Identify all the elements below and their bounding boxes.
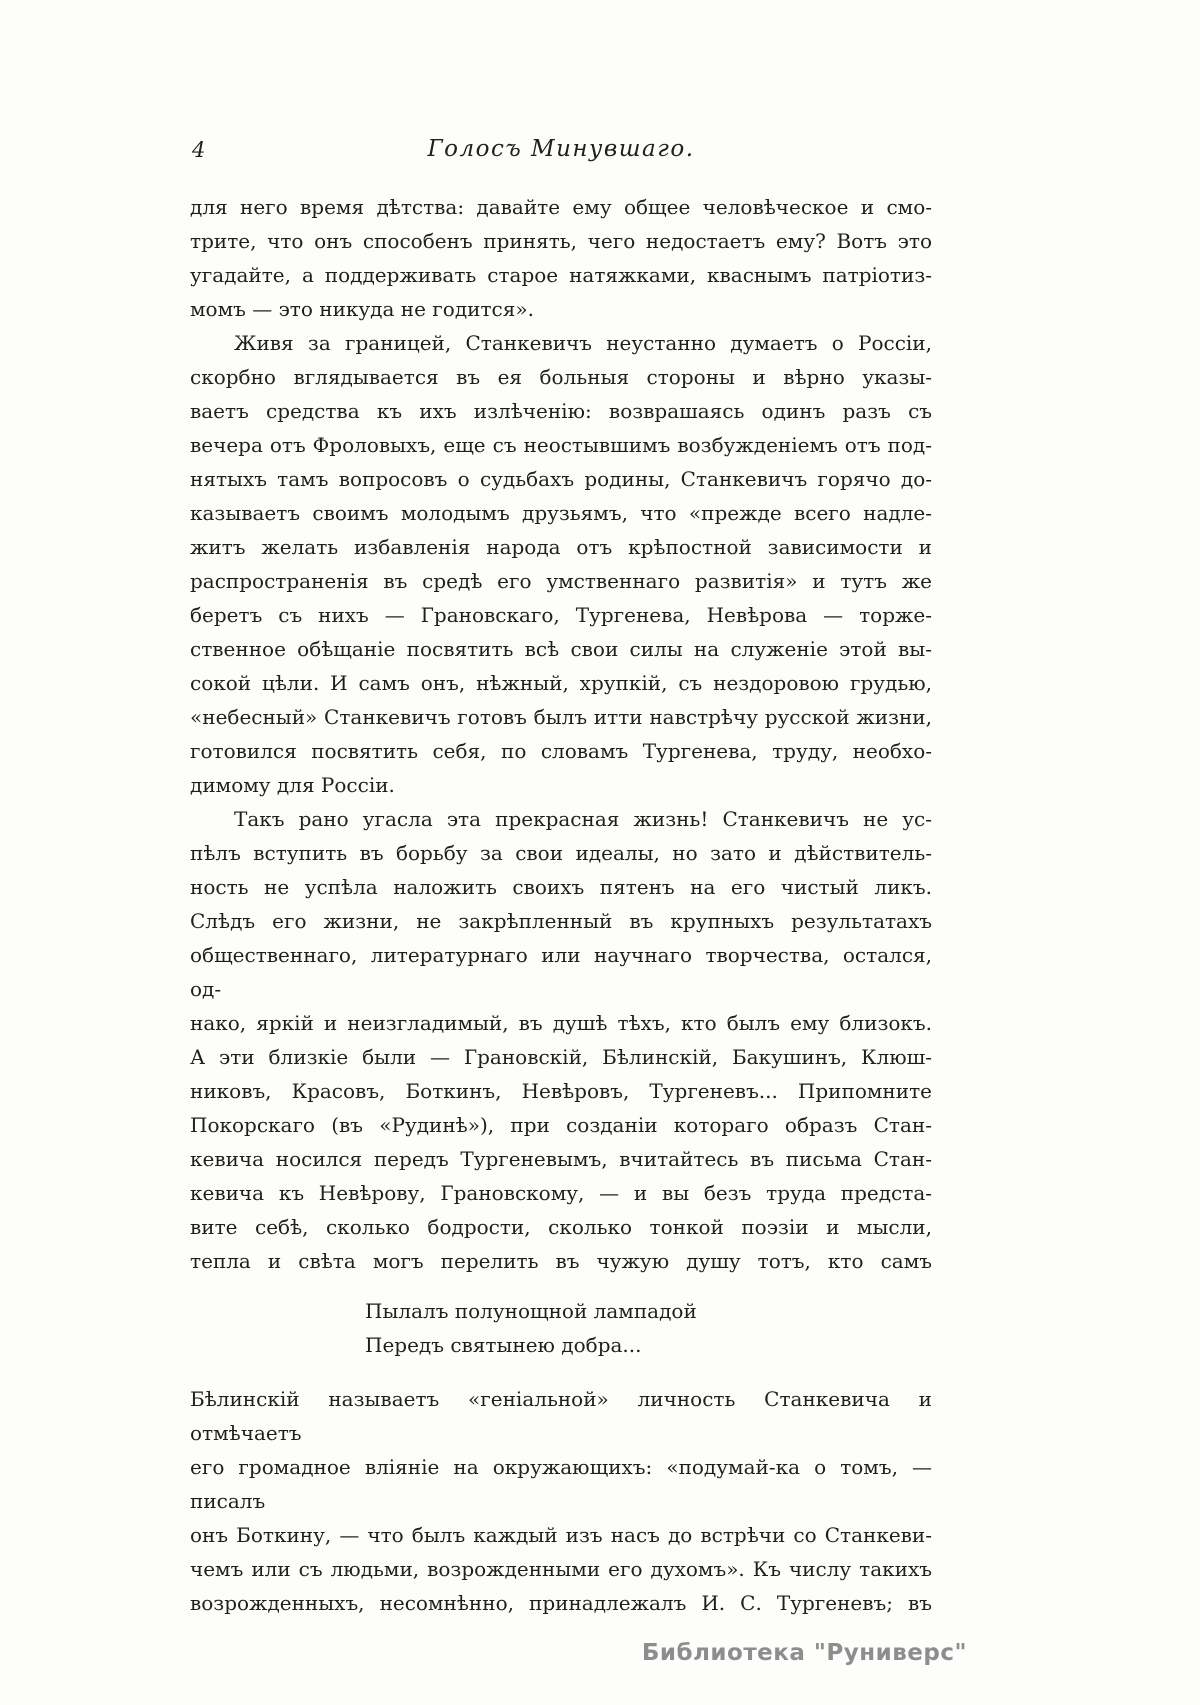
text-line: ваетъ средства къ ихъ излѣченію: возврашаясь одинъ разъ съ [190,399,932,423]
text-line: «небесный» Станкевичъ готовъ былъ итти навстрѣчу русской жизни, [190,705,932,729]
text-line: чемъ или съ людьми, возрожденными его духомъ». Къ числу такихъ [190,1557,932,1581]
text-line: ность не успѣла наложить своихъ пятенъ на его чистый ликъ. [190,875,932,899]
text-line: нятыхъ тамъ вопросовъ о судьбахъ родины, Станкевичъ горячо до- [190,467,932,491]
paragraph [190,326,932,802]
text-line: Живя за границей, Станкевичъ неустанно думаетъ о Россіи, [234,331,932,355]
text-line: никовъ, Красовъ, Боткинъ, Невѣровъ, Тургеневъ... Припомните [190,1079,932,1103]
text-line: для него время дѣтства: давайте ему общее человѣческое и смо- [190,195,932,219]
text-block [190,190,932,1620]
text-line: онъ Боткину, — что былъ каждый изъ насъ до встрѣчи со Станкеви- [190,1523,932,1547]
text-line: момъ — это никуда не годится». [190,297,534,321]
text-line: возрожденныхъ, несомнѣнно, принадлежалъ И. С. Тургеневъ; въ [190,1591,932,1615]
text-line: его громадное вліяніе на окружающихъ: «подумай-ка о томъ, — писалъ [190,1455,932,1513]
text-line: пѣлъ вступить въ борьбу за свои идеалы, но зато и дѣйствитель- [190,841,932,865]
text-line: готовился посвятить себя, по словамъ Тургенева, труду, необхо- [190,739,932,763]
text-line: Бѣлинскій называетъ «геніальной» личность Станкевича и отмѣчаетъ [190,1387,932,1445]
text-line: Слѣдъ его жизни, не закрѣпленный въ крупныхъ результатахъ [190,909,932,933]
text-line: Такъ рано угасла эта прекрасная жизнь! Станкевичъ не ус- [234,807,932,831]
paragraph [190,1382,932,1620]
running-title: Голосъ Минувшаго. [427,136,695,162]
text-line: нако, яркій и неизгладимый, въ душѣ тѣхъ, кто былъ ему близокъ. [190,1011,932,1035]
text-line: Покорскаго (въ «Рудинѣ»), при созданіи котораго образъ Стан- [190,1113,932,1137]
page-header [190,136,932,170]
verse-block [365,1294,932,1362]
text-line: А эти близкіе были — Грановскій, Бѣлинскій, Бакушинъ, Клюш- [190,1045,932,1069]
text-line: кевича къ Невѣрову, Грановскому, — и вы безъ труда предста- [190,1181,932,1205]
text-line: сокой цѣли. И самъ онъ, нѣжный, хрупкій, съ нездоровою грудью, [190,671,932,695]
text-line: житъ желать избавленія народа отъ крѣпостной зависимости и [190,535,932,559]
text-line: трите, что онъ способенъ принять, чего недостаетъ ему? Вотъ это [190,229,932,253]
text-line: беретъ съ нихъ — Грановскаго, Тургенева, Невѣрова — торже- [190,603,932,627]
text-line: общественнаго, литературнаго или научнаго творчества, остался, од- [190,943,932,1001]
text-line: скорбно вглядывается въ ея больныя стороны и вѣрно указы- [190,365,932,389]
text-line: казываетъ своимъ молодымъ друзьямъ, что «прежде всего надле- [190,501,932,525]
paragraph [190,802,932,1278]
text-line: распространенія въ средѣ его умственнаго развитія» и тутъ же [190,569,932,593]
text-line: димому для Россіи. [190,773,395,797]
text-line: вечера отъ Фроловыхъ, еще съ неостывшимъ возбужденіемъ отъ под- [190,433,932,457]
runivers-watermark: Библиотека "Руниверс" [641,1640,967,1666]
text-line: тепла и свѣта могъ перелить въ чужую душу тотъ, кто самъ [190,1249,932,1273]
text-line: угадайте, а поддерживать старое натяжками, кваснымъ патріотиз- [190,263,932,287]
text-line: кевича носился передъ Тургеневымъ, вчитайтесь въ письма Стан- [190,1147,932,1171]
text-line: вите себѣ, сколько бодрости, сколько тонкой поэзіи и мысли, [190,1215,932,1239]
page-number: 4 [192,138,206,162]
verse-line: Пылалъ полунощной лампадой [365,1299,697,1323]
paragraph [190,190,932,326]
verse-line: Передъ святынею добра... [365,1333,642,1357]
text-line: ственное обѣщаніе посвятить всѣ свои силы на служеніе этой вы- [190,637,932,661]
